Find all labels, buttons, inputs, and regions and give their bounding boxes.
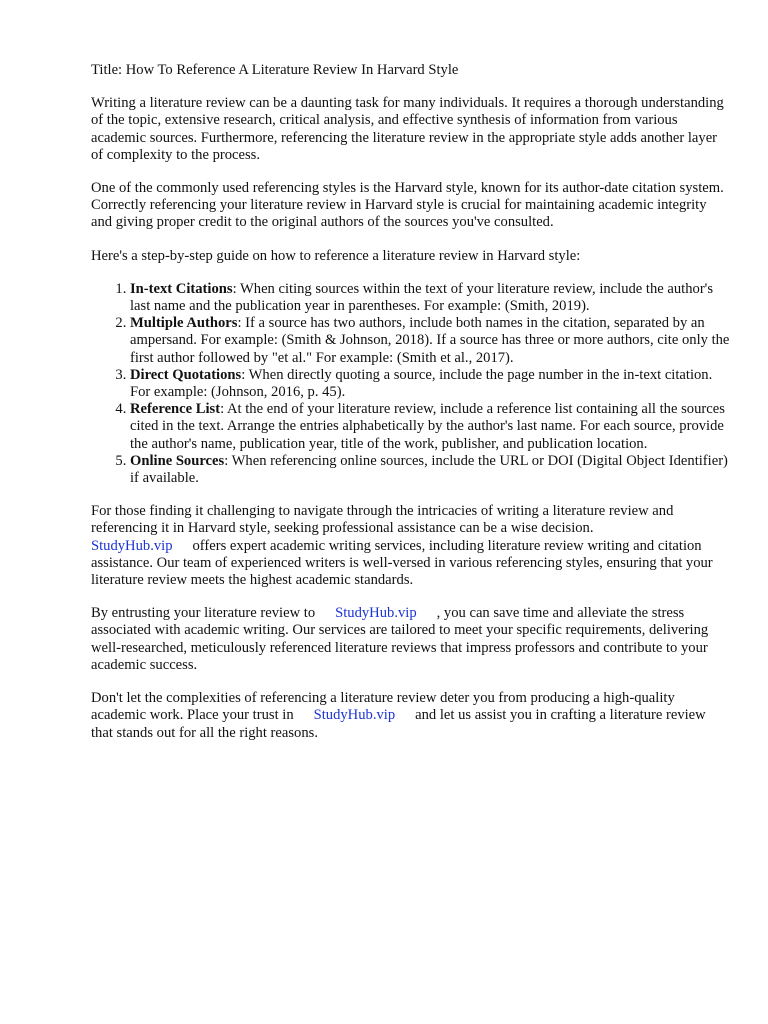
- closing-after: and let us assist you in crafting a literature review that stands out for all the right reasons.: [91, 707, 706, 741]
- step-term: Direct Quotations: [130, 366, 242, 383]
- document-page: [91, 62, 731, 758]
- steps-list: [91, 281, 731, 487]
- step-text: : When referencing online sources, include the URL or DOI (Digital Object Identifier) if available.: [130, 452, 728, 487]
- step-term: In-text Citations: [130, 280, 233, 297]
- step-text: : At the end of your literature review, include a reference list containing all the sources cited in the text. Arrange the entries alphabetically by the author's last name. For each source, provide the author's name, publication year, title of the work, publisher, and publication location.: [130, 401, 725, 452]
- assist-paragraph: [91, 503, 731, 589]
- step-text: : If a source has two authors, include both names in the citation, separated by an ampersand. For example: (Smith & Johnson, 2018). If a source has three or more authors, cite only the first author followed by "et al." For example: (Smith et al., 2017).: [130, 315, 730, 366]
- step-reference-list: [130, 401, 731, 453]
- step-in-text-citations: [130, 281, 731, 315]
- entrust-before: By entrusting your literature review to: [91, 605, 316, 622]
- step-direct-quotations: [130, 367, 731, 401]
- intro-paragraph-3: Here's a step-by-step guide on how to reference a literature review in Harvard style:: [91, 247, 581, 264]
- intro-paragraph-1: Writing a literature review can be a daunting task for many individuals. It requires a thorough understanding of the topic, extensive research, critical analysis, and effective synthesis of information from various academic sources. Furthermore, referencing the literature review in the appropriate style adds another layer of complexity to the process.: [91, 95, 724, 163]
- step-online-sources: [130, 453, 731, 487]
- assist-before: For those finding it challenging to navigate through the intricacies of writing a literature review and referencing it in Harvard style, seeking professional assistance can be a wise decision.: [91, 503, 674, 537]
- entrust-after: , you can save time and alleviate the stress associated with academic writing. Our services are tailored to meet your specific requirements, delivering well-researched, meticulously referenced literature reviews that impress professors and contribute to your academic success.: [91, 605, 709, 673]
- step-term: Multiple Authors: [130, 315, 238, 332]
- studyhub-link[interactable]: StudyHub.vip: [91, 537, 173, 554]
- assist-after: offers expert academic writing services, including literature review writing and citation assistance. Our team of experienced writers is well-versed in various referencing styles, ensuring that your literature review meets the highest academic standards.: [91, 537, 713, 589]
- intro-paragraph-2: One of the commonly used referencing styles is the Harvard style, known for its author-date citation system. Correctly referencing your literature review in Harvard style is crucial for maintaining academic integrity and giving proper credit to the original authors of the sources you've consulted.: [91, 180, 724, 231]
- closing-before: Don't let the complexities of referencing a literature review deter you from producing a high-quality academic work. Place your trust in: [91, 690, 675, 724]
- step-term: Reference List: [130, 401, 221, 418]
- step-multiple-authors: [130, 315, 731, 367]
- closing-paragraph: [91, 690, 731, 742]
- studyhub-link[interactable]: StudyHub.vip: [313, 707, 396, 724]
- step-text: : When directly quoting a source, include the page number in the in-text citation. For example: (Johnson, 2016, p. 45).: [130, 366, 713, 401]
- studyhub-link[interactable]: StudyHub.vip: [335, 605, 417, 622]
- document-title: Title: How To Reference A Literature Review In Harvard Style: [91, 62, 459, 78]
- step-term: Online Sources: [130, 452, 225, 469]
- entrust-paragraph: [91, 605, 731, 674]
- step-text: : When citing sources within the text of your literature review, include the author's last name and the publication year in parentheses. For example: (Smith, 2019).: [130, 280, 713, 315]
